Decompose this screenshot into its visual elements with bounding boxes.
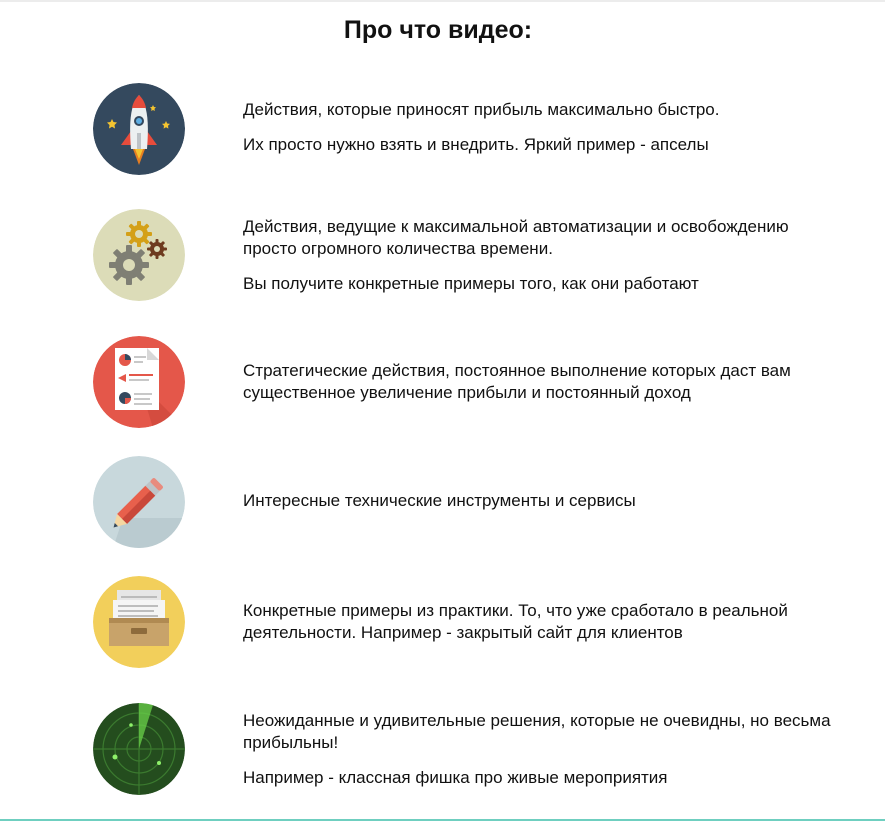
page-title: Про что видео: xyxy=(343,16,533,44)
file-tray-icon xyxy=(93,576,185,668)
feature-text-2b: Вы получите конкретные примеры того, как они работают xyxy=(243,274,699,293)
radar-icon xyxy=(93,703,185,795)
feature-text-6b: Например - классная фишка про живые мероприятия xyxy=(243,768,668,787)
top-divider xyxy=(0,0,885,2)
report-document-icon xyxy=(93,336,185,428)
pencil-icon xyxy=(93,456,185,548)
bottom-divider xyxy=(0,819,885,821)
gears-icon xyxy=(93,209,185,301)
feature-text-2a: Действия, ведущие к максимальной автоматизации и освобождению просто огромного количества времени. xyxy=(243,217,789,258)
feature-text-3a: Стратегические действия, постоянное выполнение которых даст вам существенное увеличение прибыли и постоянный доход xyxy=(243,361,791,402)
feature-text-4a: Интересные технические инструменты и сервисы xyxy=(243,491,636,510)
feature-text-6a: Неожиданные и удивительные решения, которые не очевидны, но весьма прибыльны! xyxy=(243,711,831,752)
feature-text-1a: Действия, которые приносят прибыль максимально быстро. xyxy=(243,100,720,119)
rocket-icon xyxy=(93,83,185,175)
feature-text-1b: Их просто нужно взять и внедрить. Яркий пример - апселы xyxy=(243,135,709,154)
feature-text-5a: Конкретные примеры из практики. То, что уже сработало в реальной деятельности. Например - закрытый сайт для клиентов xyxy=(243,601,788,642)
